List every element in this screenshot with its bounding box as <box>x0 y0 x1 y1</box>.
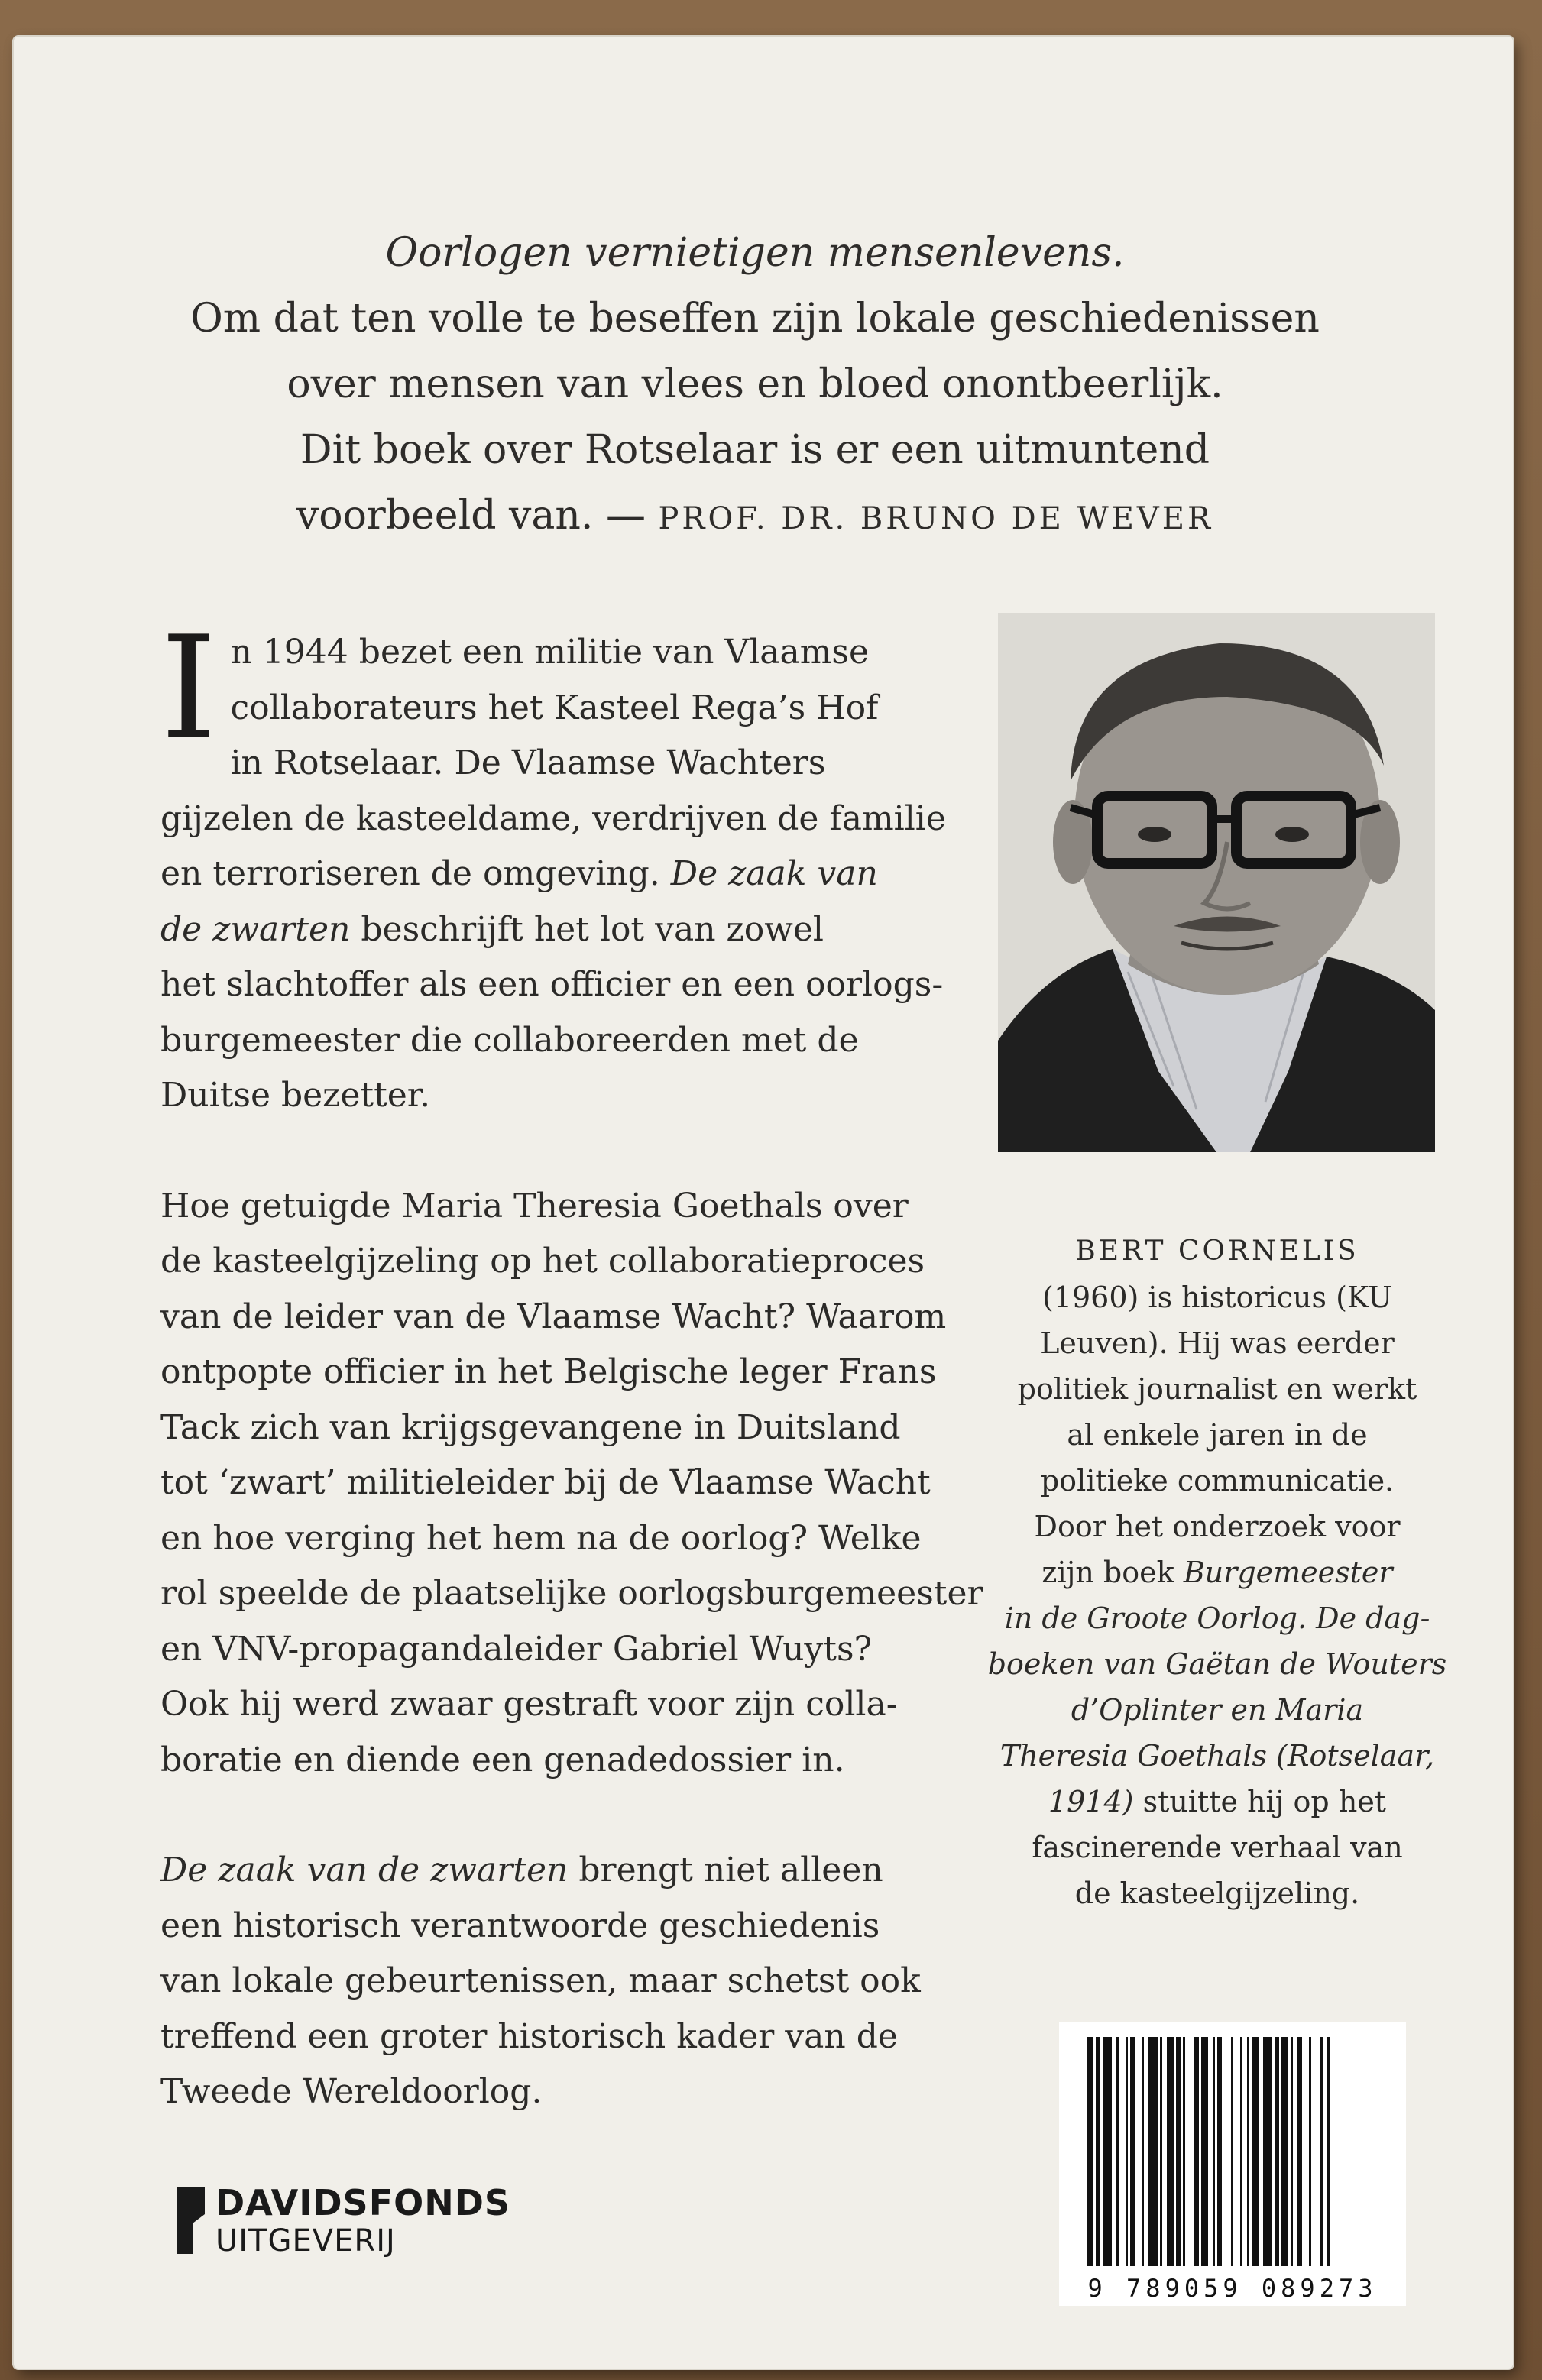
barcode-bar <box>1176 2037 1181 2266</box>
blurb-line: van lokale gebeurtenissen, maar schetst ook <box>160 1961 921 2000</box>
barcode-bar <box>1327 2037 1330 2266</box>
barcode-bar <box>1130 2037 1135 2266</box>
author-line: fascinerende verhaal van <box>1032 1831 1403 1864</box>
blurb-paragraph-2 <box>160 1179 983 1789</box>
drop-cap: I <box>160 605 217 771</box>
blurb-line: van de leider van de Vlaamse Wacht? Waarom <box>160 1297 947 1336</box>
book-title-italic: De zaak van <box>670 854 878 893</box>
author-line: Door het onderzoek voor <box>1034 1510 1401 1543</box>
author-line: (1960) is historicus (KU <box>1042 1281 1392 1314</box>
blurb-line: n 1944 bezet een militie van Vlaamse <box>230 633 870 672</box>
author-line <box>977 1641 1458 1687</box>
author-line-part: stuitte hij op het <box>1142 1785 1387 1818</box>
blurb-line: een historisch verantwoorde geschiedenis <box>160 1906 880 1945</box>
publisher-mark-icon <box>174 2184 209 2257</box>
barcode-bar <box>1160 2037 1162 2266</box>
blurb-line: en VNV-propagandaleider Gabriel Wuyts? <box>160 1629 873 1669</box>
author-line: Leuven). Hij was eerder <box>1040 1326 1395 1360</box>
blurb-line: Tweede Wereldoorlog. <box>160 2072 543 2111</box>
author-book-title: d’Oplinter en Maria <box>1071 1693 1364 1727</box>
blurb-line: Hoe getuigde Maria Theresia Goethals over <box>160 1186 909 1226</box>
blurb-line: boratie en diende een genadedossier in. <box>160 1740 845 1779</box>
author-book-title: boeken van Gaëtan de Wouters <box>987 1647 1447 1681</box>
author-line: al enkele jaren in de <box>1067 1418 1368 1452</box>
barcode-bar <box>1247 2037 1249 2266</box>
barcode-bar <box>1309 2037 1311 2266</box>
author-line: politieke communicatie. <box>1040 1464 1395 1498</box>
barcode-bar <box>1148 2037 1158 2266</box>
author-line <box>977 1733 1458 1779</box>
barcode-bar <box>1297 2037 1302 2266</box>
blurb-paragraph-1 <box>160 605 970 1124</box>
barcode-bar <box>1291 2037 1293 2266</box>
publisher-subname: UITGEVERIJ <box>215 2223 396 2259</box>
cover-quote <box>105 220 1404 552</box>
barcode-bar <box>1194 2037 1199 2266</box>
author-line: politiek journalist en werkt <box>1017 1372 1417 1406</box>
barcode-bars <box>1059 2022 1406 2274</box>
author-book-title: 1914) <box>1048 1785 1134 1818</box>
blurb-line: in Rotselaar. De Vlaamse Wachters <box>230 743 826 782</box>
barcode-bar <box>1087 2037 1093 2266</box>
blurb-line: Ook hij werd zwaar gestraft voor zijn colla- <box>160 1685 898 1724</box>
book-back-cover <box>14 37 1513 2369</box>
blurb-line: het slachtoffer als een officier en een oorlogs- <box>160 965 944 1004</box>
author-name: BERT CORNELIS <box>1075 1235 1359 1267</box>
publisher-name: DAVIDSFONDS <box>215 2182 511 2223</box>
blurb-line: de kasteelgijzeling op het collaboratieproces <box>160 1242 925 1281</box>
quote-attribution: PROF. DR. BRUNO DE WEVER <box>658 501 1214 536</box>
author-line <box>977 1687 1458 1733</box>
blurb-line-part: brengt niet alleen <box>578 1851 883 1889</box>
blurb-line: Duitse bezetter. <box>160 1076 430 1115</box>
quote-line-4 <box>105 483 1404 552</box>
blurb-line <box>160 1843 970 1899</box>
barcode-bar <box>1096 2037 1100 2266</box>
barcode-bar <box>1281 2037 1288 2266</box>
author-photo <box>998 613 1435 1152</box>
author-book-title: Theresia Goethals (Rotselaar, <box>999 1739 1435 1773</box>
blurb-line <box>160 902 970 958</box>
quote-line-3: Dit boek over Rotselaar is er een uitmuntend <box>300 427 1210 473</box>
barcode-number: 9 789059 089273 <box>1087 2274 1378 2303</box>
blurb-text <box>160 605 983 2120</box>
barcode-bar <box>1240 2037 1242 2266</box>
quote-line-4-text: voorbeeld van. — <box>296 493 646 539</box>
barcode-bar <box>1183 2037 1185 2266</box>
author-line <box>977 1595 1458 1641</box>
blurb-line: collaborateurs het Kasteel Rega’s Hof <box>230 688 879 727</box>
barcode-bar <box>1320 2037 1323 2266</box>
blurb-line: treffend een groter historisch kader van de <box>160 2016 898 2056</box>
author-book-title: Burgemeester <box>1183 1556 1393 1589</box>
blurb-line: Tack zich van krijgsgevangene in Duitsland <box>160 1407 901 1447</box>
blurb-paragraph-3 <box>160 1843 970 2120</box>
barcode-bar <box>1231 2037 1233 2266</box>
blurb-line-part: en terroriseren de omgeving. <box>160 854 660 893</box>
barcode-bar <box>1103 2037 1112 2266</box>
isbn-barcode <box>1059 2022 1406 2306</box>
barcode-bar <box>1201 2037 1208 2266</box>
blurb-line: burgemeester die collaboreerden met de <box>160 1020 859 1060</box>
author-line-part: zijn boek <box>1041 1556 1174 1589</box>
barcode-bar <box>1116 2037 1119 2266</box>
quote-line-2: over mensen van vlees en bloed onontbeerlijk. <box>287 361 1223 407</box>
author-line <box>977 1549 1458 1595</box>
barcode-bar <box>1263 2037 1272 2266</box>
blurb-line <box>160 847 970 902</box>
publisher-logo <box>174 2181 572 2272</box>
barcode-bar <box>1217 2037 1222 2266</box>
author-book-title: in de Groote Oorlog. De dag- <box>1004 1601 1430 1635</box>
barcode-bar <box>1252 2037 1259 2266</box>
blurb-line: tot ‘zwart’ militieleider bij de Vlaamse Wacht <box>160 1463 931 1502</box>
blurb-line: ontpopte officier in het Belgische leger Frans <box>160 1352 937 1391</box>
book-title-italic: De zaak van de zwarten <box>160 1851 569 1889</box>
barcode-bar <box>1167 2037 1174 2266</box>
book-title-italic: de zwarten <box>160 909 351 949</box>
barcode-bar <box>1275 2037 1279 2266</box>
author-bio <box>977 1229 1458 1916</box>
blurb-line: en hoe verging het hem na de oorlog? Welke <box>160 1518 922 1558</box>
blurb-line: rol speelde de plaatselijke oorlogsburgemeester <box>160 1574 983 1613</box>
quote-italic-line: Oorlogen vernietigen mensenlevens. <box>385 230 1125 276</box>
barcode-bar <box>1142 2037 1144 2266</box>
blurb-line: gijzelen de kasteeldame, verdrijven de familie <box>160 798 946 838</box>
author-line: de kasteelgijzeling. <box>1074 1876 1360 1910</box>
quote-line-1: Om dat ten volle te beseffen zijn lokale geschiedenissen <box>190 296 1320 342</box>
barcode-bar <box>1126 2037 1128 2266</box>
author-line <box>977 1779 1458 1825</box>
barcode-bar <box>1213 2037 1215 2266</box>
blurb-line-part: beschrijft het lot van zowel <box>361 909 824 949</box>
